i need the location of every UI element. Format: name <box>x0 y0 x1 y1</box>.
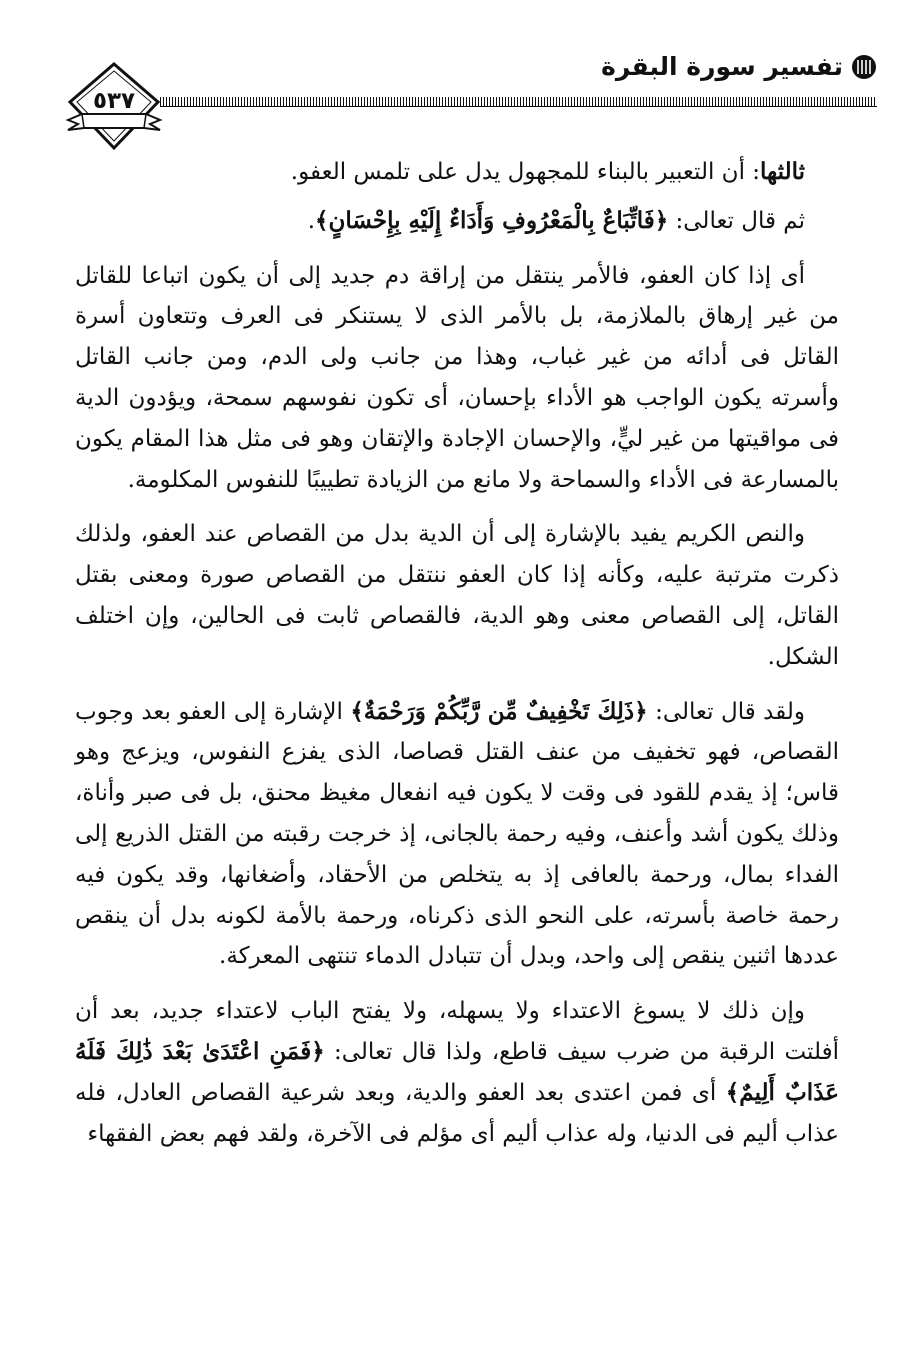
paragraph-tail: . <box>307 207 316 234</box>
quran-verse: ﴿فَاتِّبَاعٌ بِالْمَعْرُوفِ وَأَدَاءٌ إِلَيْهِ بِإِحْسَانٍ﴾ <box>315 206 669 234</box>
paragraph-text: أى إذا كان العفو، فالأمر ينتقل من إراقة دم جديد إلى أن يكون اتباعا للقاتل من غير إرهاق بالملازمة، بل بالأمر الذى لا يستنكر فى العرف وتتعاون أسرة القاتل فى أدائه من غير غباب، وهذا من جانب ولى الدم، ومن جانب القاتل وأسرته يكون الواجب هو الأداء بإحسان، أى تكون نفوسهم سمحة، ويؤدون الدية فى مواقيتها من غير ليٍّ، والإحسان الإجادة والإتقان وهو فى مثل هذا المقام يكون بالمسارعة فى الأداء والسماحة ولا مانع من الزيادة تطييبًا للنفوس المكلومة. <box>75 262 839 493</box>
paragraph-2 <box>75 201 839 242</box>
paragraph-text: والنص الكريم يفيد بالإشارة إلى أن الدية بدل من القصاص عند العفو، ولذلك ذكرت مترتبة عليه، وكأنه إذا كان العفو ننتقل من القصاص صورة ومعنى بقتل القاتل، إلى القصاص معنى وهو الدية، فالقصاص ثابت فى الحالين، وإن اختلف الشكل. <box>75 521 839 670</box>
paragraph-lead: ثالثها <box>760 158 805 185</box>
paragraph-text: ولقد قال تعالى: <box>647 698 805 725</box>
header-rule-line <box>160 106 877 107</box>
paragraph-text: وإن ذلك لا يسوغ الاعتداء ولا يسهله، ولا يفتح الباب لاعتداء جديد، بعد أن أفلتت الرقبة من ضرب سيف قاطع، ولذا قال تعالى: <box>75 998 839 1065</box>
paragraph-5 <box>75 692 839 978</box>
paragraph-tail: أى فمن اعتدى بعد العفو والدية، وبعد شرعية القصاص العادل، فله عذاب أليم فى الدنيا، وله عذاب أليم أى مؤلم فى الآخرة، ولقد فهم بعض الفقهاء <box>75 1079 839 1147</box>
quran-verse: ﴿فَمَنِ اعْتَدَىٰ بَعْدَ ذَٰلِكَ فَلَهُ عَذَابٌ أَلِيمٌ﴾ <box>75 1037 839 1106</box>
page-number: ٥٣٧ <box>92 88 136 114</box>
ornament-icon <box>851 54 877 80</box>
paragraph-text: : أن التعبير بالبناء للمجهول يدل على تلمس العفو. <box>290 159 761 185</box>
paragraph-4 <box>75 514 839 677</box>
paragraph-6 <box>75 991 839 1154</box>
paragraph-3 <box>75 256 839 501</box>
paragraph-tail: الإشارة إلى العفو بعد وجوب القصاص، فهو تخفيف من عنف القتل قصاصا، الذى يفزع النفوس، ويزعج وهو قاس؛ إذ يقدم للقود فى وقت لا يكون فيه انفعال مغيظ محنق، بل فى صبر وأناة، وذلك يكون أشد وأعنف، وفيه رحمة بالجانى، إذ خرجت رقبته من القتل الذريع إلى الفداء بمال، ورحمة بالعافى إذ به يتخلص من الأحقاد، وأضغانها، وقد يكون فيه رحمة خاصة بأسرته، على النحو الذى ذكرناه، ورحمة بالأمة لكونه بدل أن ينقص عددها اثنين ينقص إلى واحد، وبدل أن تتبادل الدماء تنتهى المعركة. <box>75 698 839 970</box>
quran-verse: ﴿ذَلِكَ تَخْفِيفٌ مِّن رَّبِّكُمْ وَرَحْمَةٌ﴾ <box>350 697 648 725</box>
page-body <box>75 152 839 1154</box>
paragraph-1 <box>75 152 839 193</box>
running-header-title: تفسير سورة البقرة <box>601 52 843 81</box>
paragraph-text: ثم قال تعالى: <box>668 207 805 234</box>
